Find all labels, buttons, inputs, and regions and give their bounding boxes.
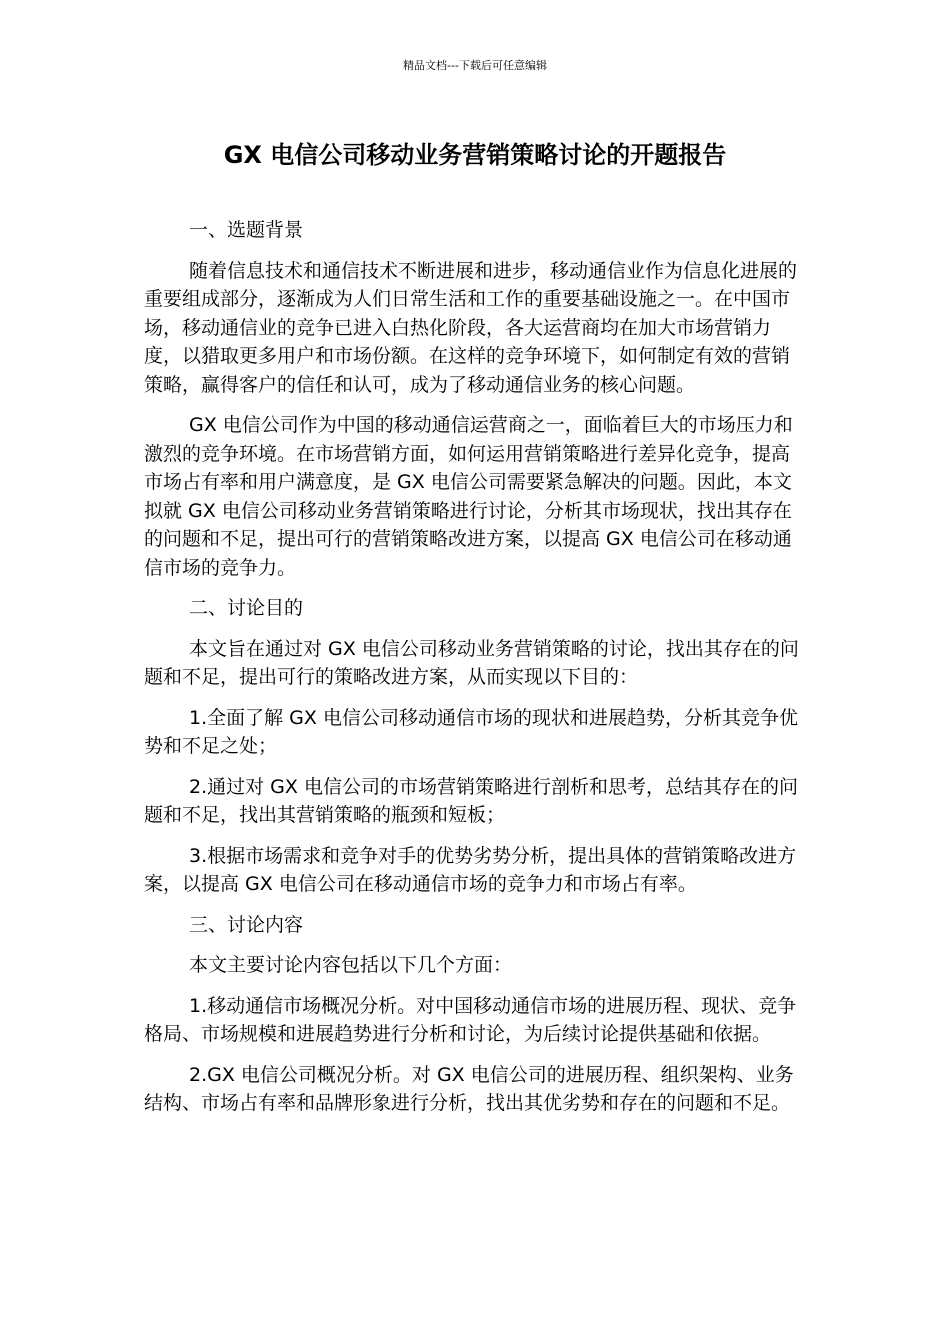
section-heading-background: 一、选题背景	[189, 219, 304, 241]
section-heading-content: 三、讨论内容	[189, 913, 304, 936]
section-heading-purpose: 二、讨论目的	[189, 597, 304, 619]
document-body	[144, 216, 806, 1130]
list-item: 1.全面了解 GX 电信公司移动通信市场的现状和进展趋势，分析其竞争优势和不足之处；	[144, 706, 798, 757]
paragraph: 本文旨在通过对 GX 电信公司移动业务营销策略的讨论，找出其存在的问题和不足，提出可行的策略改进方案，从而实现以下目的：	[144, 637, 799, 688]
document-title: GX 电信公司移动业务营销策略讨论的开题报告	[223, 141, 727, 169]
list-item: 3.根据市场需求和竞争对手的优势劣势分析，提出具体的营销策略改进方案，以提高 GX 电信公司在移动通信市场的竞争力和市场占有率。	[144, 844, 797, 895]
list-item: 2.通过对 GX 电信公司的市场营销策略进行剖析和思考，总结其存在的问题和不足，找出其营销策略的瓶颈和短板；	[144, 775, 798, 826]
list-item: 2.GX 电信公司概况分析。对 GX 电信公司的进展历程、组织架构、业务结构、市场占有率和品牌形象进行分析，找出其优劣势和存在的问题和不足。	[144, 1063, 794, 1114]
paragraph: 随着信息技术和通信技术不断进展和进步，移动通信业作为信息化进展的重要组成部分，逐渐成为人们日常生活和工作的重要基础设施之一。在中国市场，移动通信业的竞争已进入白热化阶段，各大运营商均在加大市场营销力度，以猎取更多用户和市场份额。在这样的竞争环境下，如何制定有效的营销策略，赢得客户的信任和认可，成为了移动通信业务的核心问题。	[144, 259, 798, 396]
header-note: 精品文档---下载后可任意编辑	[403, 59, 547, 72]
paragraph: 本文主要讨论内容包括以下几个方面：	[189, 954, 513, 976]
list-item: 1.移动通信市场概况分析。对中国移动通信市场的进展历程、现状、竞争格局、市场规模和进展趋势进行分析和讨论，为后续讨论提供基础和依据。	[144, 994, 797, 1045]
paragraph: GX 电信公司作为中国的移动通信运营商之一，面临着巨大的市场压力和激烈的竞争环境。在市场营销方面，如何运用营销策略进行差异化竞争，提高市场占有率和用户满意度，是 GX 电信公司需要紧急解决的问题。因此，本文拟就 GX 电信公司移动业务营销策略进行讨论，分析其市场现状，找出其存在的问题和不足，提出可行的营销策略改进方案，以提高 GX 电信公司在移动通信市场的竞争力。	[144, 414, 793, 579]
